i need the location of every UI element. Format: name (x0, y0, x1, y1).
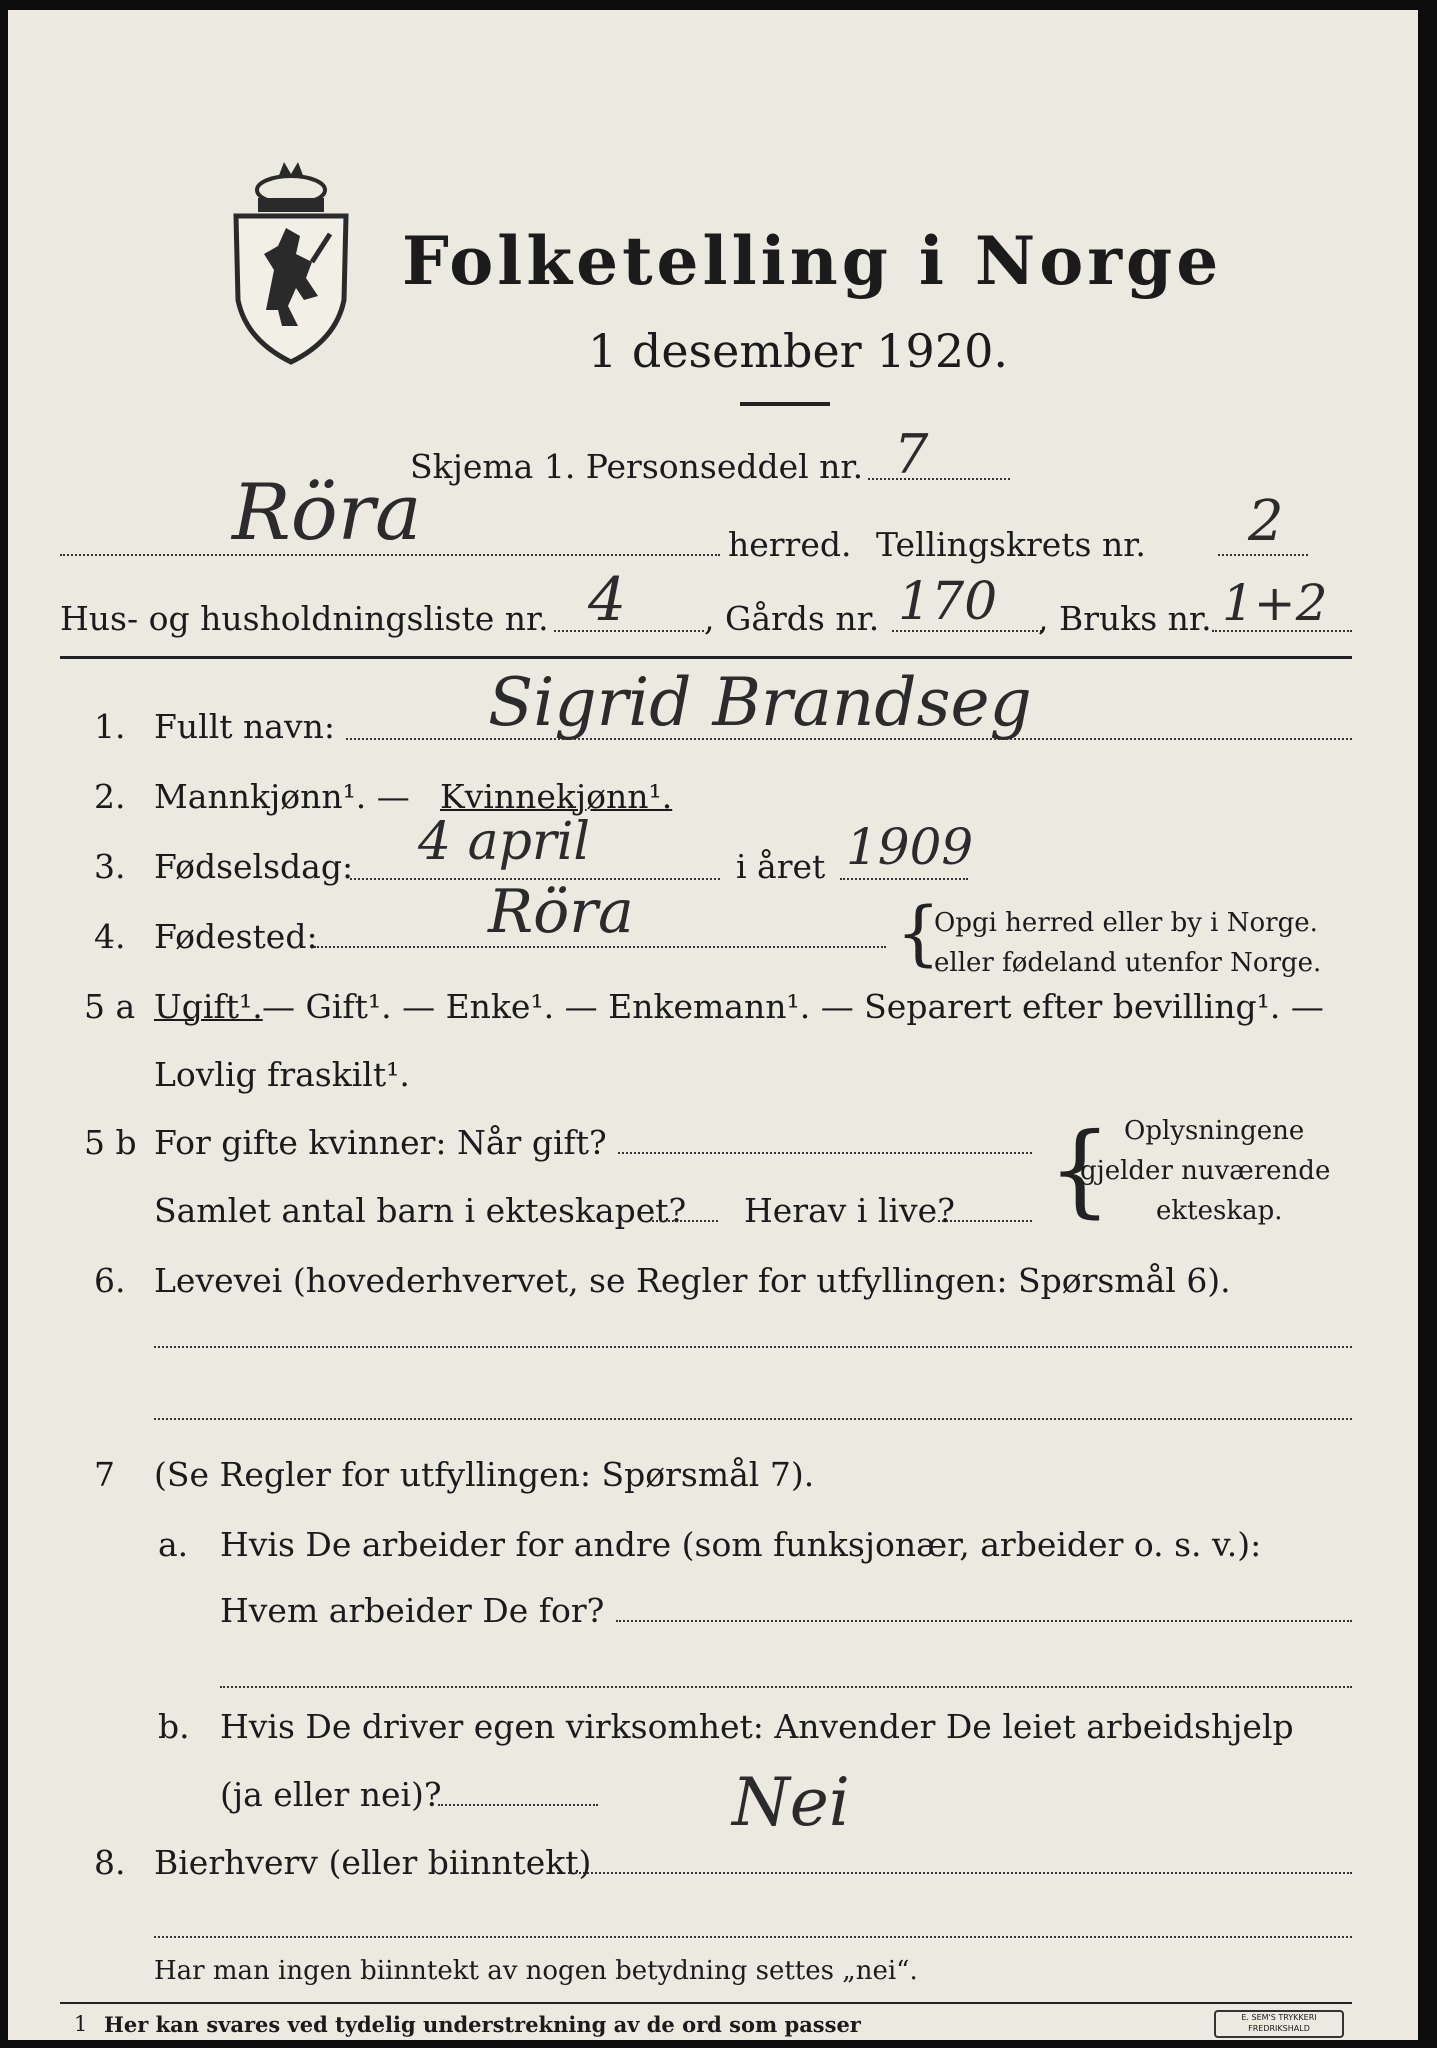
q1-number: 1. (94, 707, 126, 746)
children-count-label: Samlet antal barn i ekteskapet? (154, 1191, 687, 1230)
employer-field-2[interactable] (220, 1686, 1352, 1688)
bruks-value: 1+2 (1222, 574, 1328, 632)
occupation-field-1[interactable] (154, 1346, 1352, 1348)
form-title: Folketelling i Norge (402, 222, 1223, 300)
side-income-field[interactable] (568, 1872, 1352, 1874)
herred-value: Röra (232, 468, 422, 558)
children-count-field[interactable] (648, 1220, 718, 1222)
birthday-value: 4 april (418, 812, 591, 872)
coat-of-arms-icon (226, 150, 356, 370)
q3-label: Fødselsdag: (154, 847, 354, 886)
q8-number: 8. (94, 1843, 126, 1882)
schema-number-field[interactable] (868, 478, 1010, 480)
bruks-label: , Bruks nr. (1038, 599, 1212, 638)
q1-label: Fullt navn: (154, 707, 335, 746)
census-date: 1 desember 1920. (588, 324, 1008, 378)
children-alive-label: Herav i live? (744, 1191, 955, 1230)
tellingskrets-value: 2 (1248, 489, 1284, 554)
husholdningsliste-value: 4 (588, 565, 627, 635)
q7a-label: Hvis De arbeider for andre (som funksjonær, arbeider o. s. v.): (220, 1525, 1262, 1564)
footnote-number: 1 (74, 2012, 88, 2036)
birth-year-value: 1909 (846, 818, 974, 876)
footnote-divider (60, 2002, 1352, 2004)
header-divider (60, 656, 1352, 659)
full-name-value: Sigrid Brandseg (488, 664, 1032, 741)
printer-town: FREDRIKSHALD (1248, 2024, 1310, 2033)
employer-label: Hvem arbeider De for? (220, 1591, 605, 1630)
q2-number: 2. (94, 777, 126, 816)
q4-label: Fødested: (154, 917, 318, 956)
schema-number-value: 7 (894, 423, 929, 486)
q7-label: (Se Regler for utfyllingen: Spørsmål 7). (154, 1455, 815, 1494)
q7b-number: b. (158, 1707, 190, 1746)
q5b-note-2: gjelder nuværende (1080, 1156, 1331, 1186)
q4-number: 4. (94, 917, 126, 956)
q4-note-1: Opgi herred eller by i Norge. (934, 908, 1318, 938)
herred-label: herred. (728, 525, 852, 564)
hired-help-field[interactable] (438, 1804, 598, 1806)
q5b-note-brace: { (1048, 1111, 1112, 1228)
husholdningsliste-field[interactable] (554, 630, 704, 632)
sex-female-option[interactable]: Kvinnekjønn¹. (440, 777, 673, 816)
occupation-field-2[interactable] (154, 1418, 1352, 1420)
birthplace-value: Röra (488, 877, 634, 947)
hired-help-value: Nei (732, 1764, 850, 1841)
q5b-number: 5 b (84, 1123, 137, 1162)
schema-label: Skjema 1. Personseddel nr. (410, 447, 864, 486)
q5b-note-1: Oplysningene (1124, 1116, 1305, 1146)
q5b-note-3: ekteskap. (1156, 1196, 1283, 1226)
printer-stamp (1214, 2010, 1344, 2038)
birth-year-label: i året (736, 847, 826, 886)
married-when-label: For gifte kvinner: Når gift? (154, 1123, 607, 1162)
civil-status-divorced-option[interactable]: Lovlig fraskilt¹. (154, 1055, 410, 1094)
married-when-field[interactable] (618, 1152, 1032, 1154)
q3-number: 3. (94, 847, 126, 886)
q7a-number: a. (158, 1525, 189, 1564)
q8-label: Bierhverv (eller biinntekt) (154, 1843, 592, 1882)
side-income-field-2[interactable] (154, 1936, 1352, 1938)
footnote-text: Her kan svares ved tydelig understrekning av de ord som passer (104, 2012, 861, 2037)
q5a-number: 5 a (84, 987, 136, 1026)
printer-name: E. SEM'S TRYKKERI (1241, 2013, 1317, 2022)
q7b-label: Hvis De driver egen virksomhet: Anvender De leiet arbeidshjelp (220, 1707, 1294, 1746)
hired-help-label: (ja eller nei)? (220, 1775, 442, 1814)
q7-number: 7 (94, 1455, 115, 1494)
husholdningsliste-label: Hus- og husholdningsliste nr. (60, 599, 549, 638)
sex-male-option[interactable]: Mannkjønn¹. — (154, 777, 410, 816)
title-divider (740, 402, 830, 406)
q6-label: Levevei (hovederhvervet, se Regler for utfyllingen: Spørsmål 6). (154, 1261, 1231, 1300)
civil-status-ugift-option[interactable]: Ugift¹. (154, 987, 263, 1026)
children-alive-field[interactable] (938, 1220, 1032, 1222)
census-form (8, 10, 1418, 2040)
tellingskrets-field[interactable] (1218, 554, 1308, 556)
employer-field[interactable] (616, 1620, 1352, 1622)
q4-note-2: eller fødeland utenfor Norge. (934, 948, 1322, 978)
q6-number: 6. (94, 1261, 126, 1300)
birth-year-field[interactable] (840, 878, 968, 880)
q4-note-brace: { (896, 892, 941, 974)
civil-status-other-options[interactable]: — Gift¹. — Enke¹. — Enkemann¹. — Separert efter bevilling¹. — (262, 987, 1324, 1026)
tellingskrets-label: Tellingskrets nr. (876, 525, 1146, 564)
gards-value: 170 (898, 572, 998, 632)
gards-label: , Gårds nr. (704, 599, 880, 638)
side-income-note: Har man ingen biinntekt av nogen betydning settes „nei“. (154, 1956, 918, 1986)
